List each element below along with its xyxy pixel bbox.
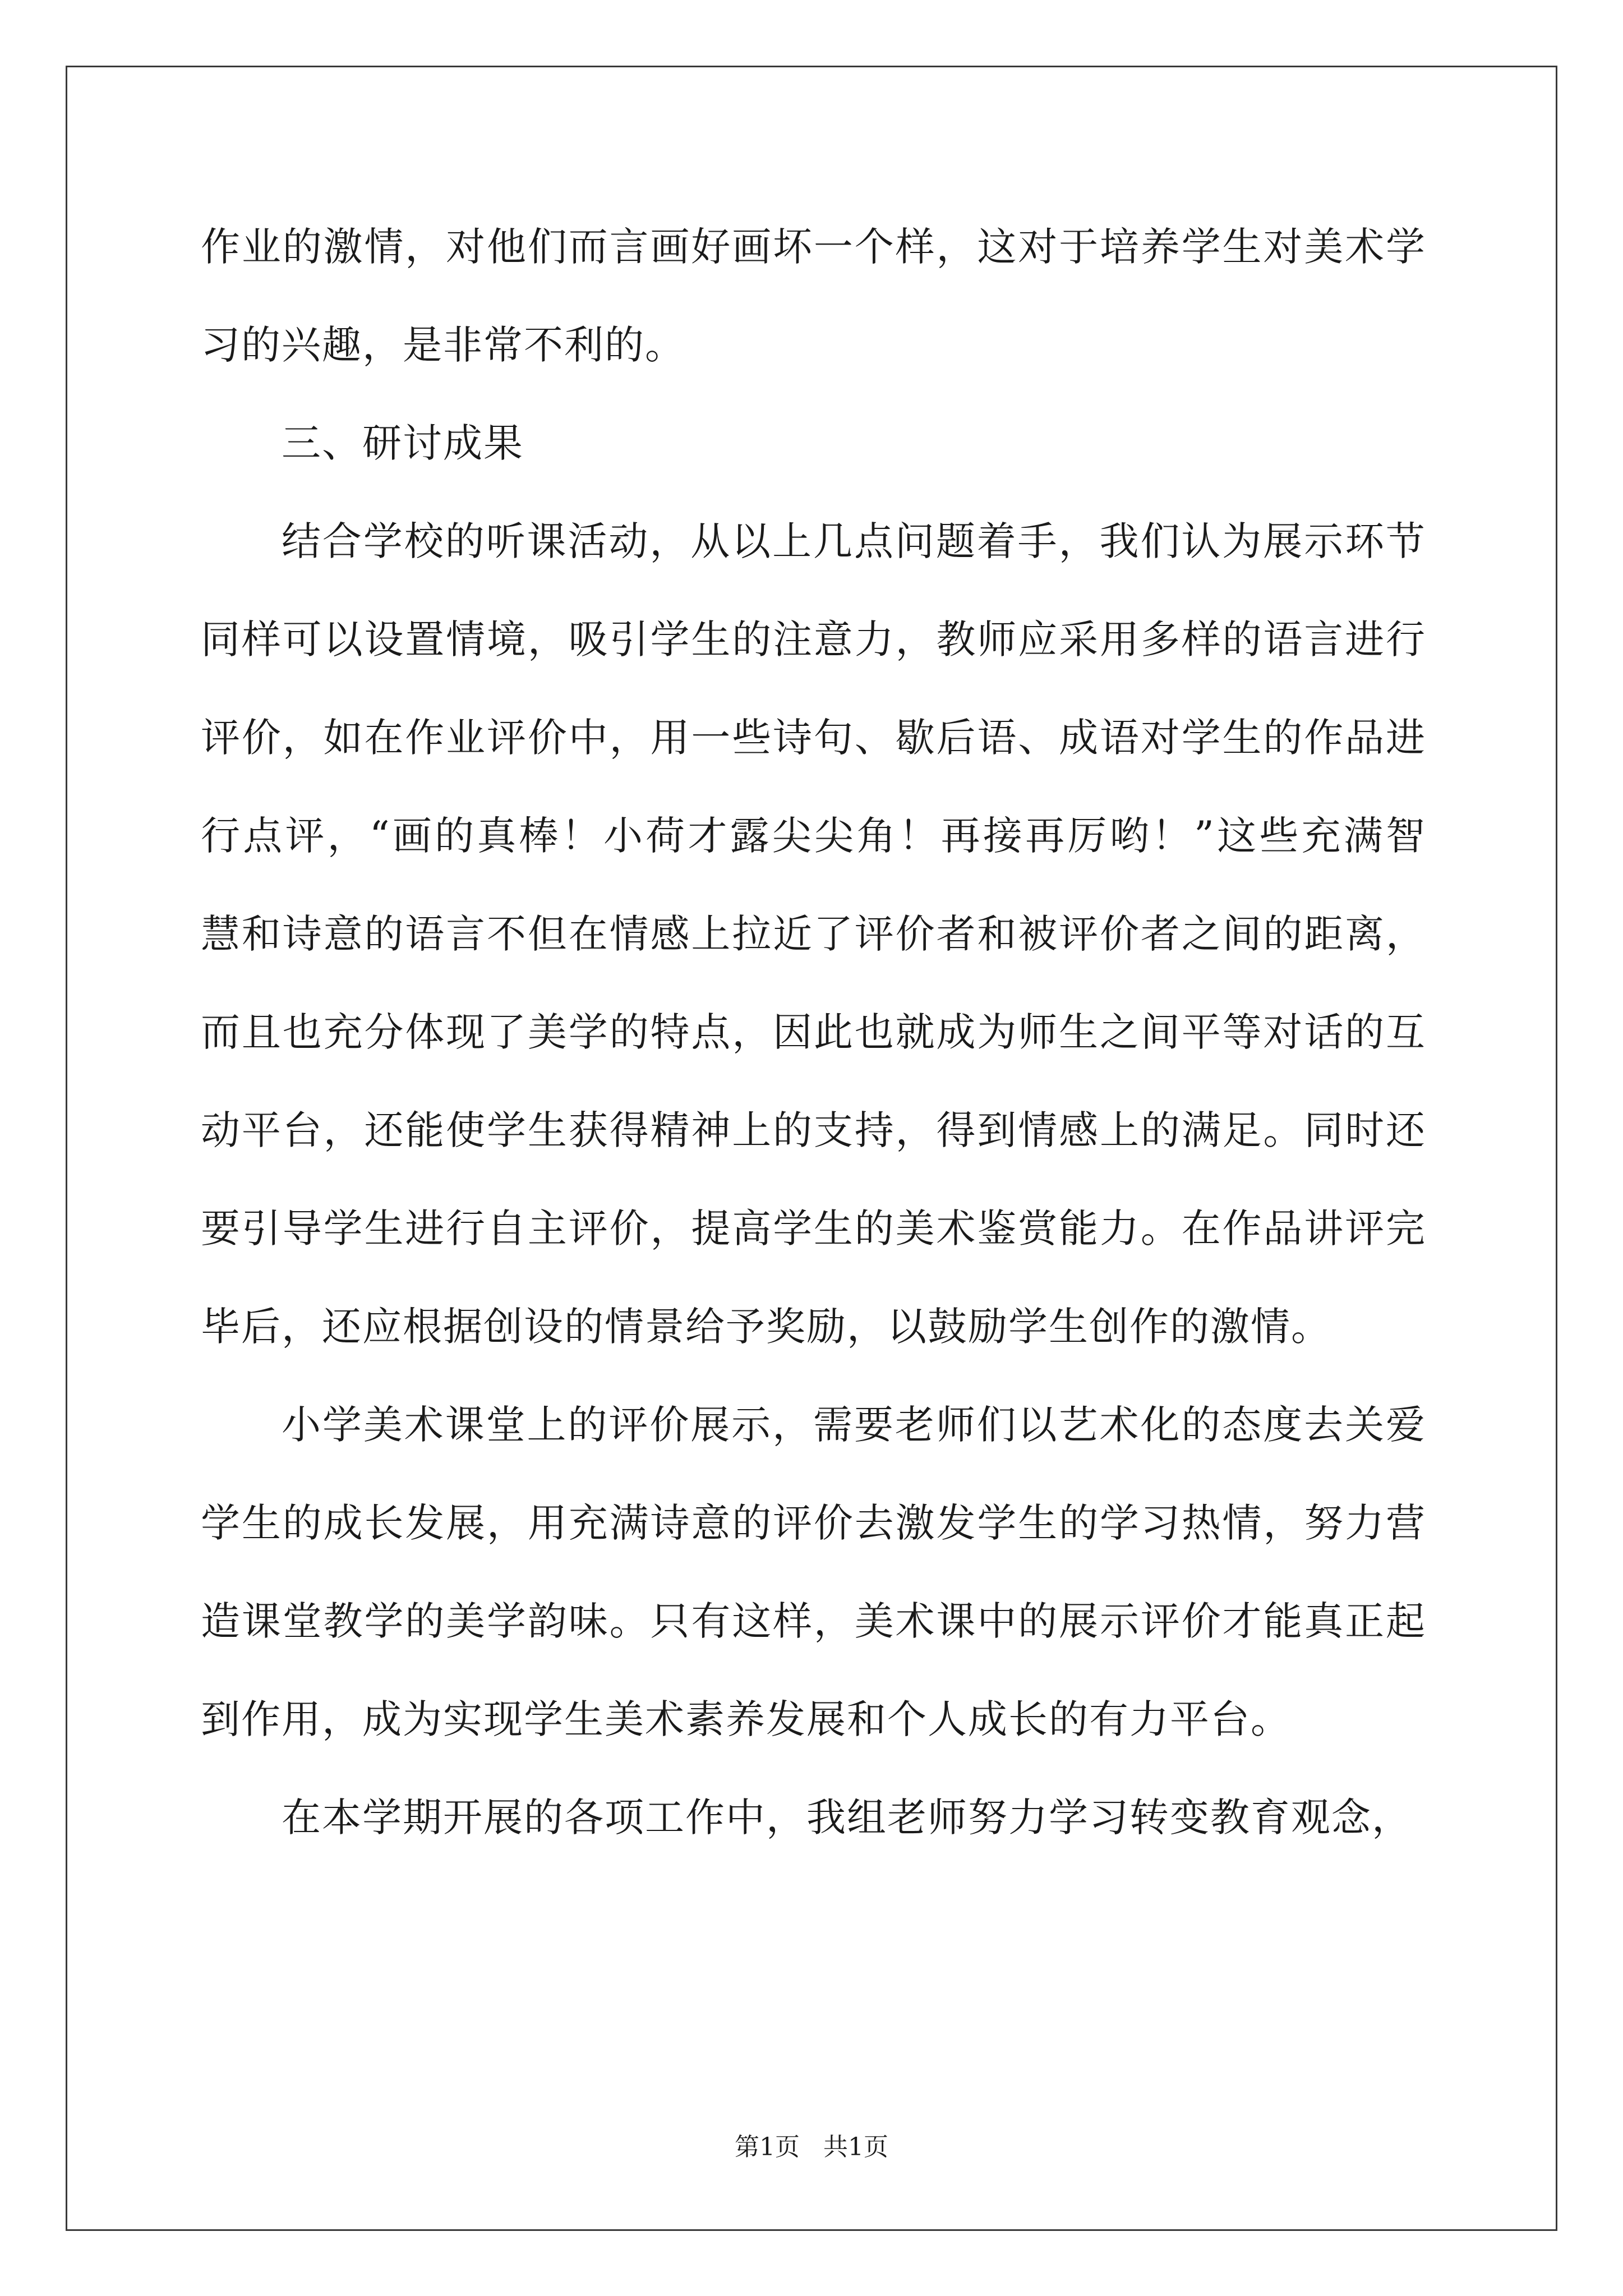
- body-line: 在本学期开展的各项工作中，我组老师努力学习转变教育观念，: [282, 1795, 1412, 1841]
- body-line: 作业的激情，对他们而言画好画坏一个样，这对于培养学生对美术学: [201, 224, 1426, 270]
- body-line: 造课堂教学的美学韵味。只有这样，美术课中的展示评价才能真正起: [201, 1598, 1426, 1644]
- body-line: 毕后，还应根据创设的情景给予奖励，以鼓励学生创作的激情。: [201, 1304, 1331, 1350]
- body-line: 动平台，还能使学生获得精神上的支持，得到情感上的满足。同时还: [201, 1107, 1426, 1153]
- body-line: 要引导学生进行自主评价，提高学生的美术鉴赏能力。在作品讲评完: [201, 1205, 1426, 1251]
- body-line: 同样可以设置情境，吸引学生的注意力，教师应采用多样的语言进行: [201, 616, 1426, 662]
- body-line: 小学美术课堂上的评价展示，需要老师们以艺术化的态度去关爱: [282, 1402, 1426, 1448]
- body-line: 慧和诗意的语言不但在情感上拉近了评价者和被评价者之间的距离，: [201, 911, 1426, 957]
- body-line: 行点评，“画的真棒！小荷才露尖尖角！再接再厉哟！”这些充满智: [201, 813, 1426, 859]
- section-heading: 三、研讨成果: [282, 420, 524, 466]
- body-line: 学生的成长发展，用充满诗意的评价去激发学生的学习热情，努力营: [201, 1500, 1426, 1546]
- body-line: 评价，如在作业评价中，用一些诗句、歇后语、成语对学生的作品进: [201, 715, 1426, 761]
- body-line: 而且也充分体现了美学的特点，因此也就成为师生之间平等对话的互: [201, 1009, 1426, 1055]
- body-line: 习的兴趣，是非常不利的。: [201, 322, 685, 368]
- page-footer: 第1页 共1页: [735, 2133, 888, 2161]
- body-line: 到作用，成为实现学生美术素养发展和个人成长的有力平台。: [201, 1696, 1291, 1742]
- body-line: 结合学校的听课活动，从以上几点问题着手，我们认为展示环节: [282, 518, 1426, 564]
